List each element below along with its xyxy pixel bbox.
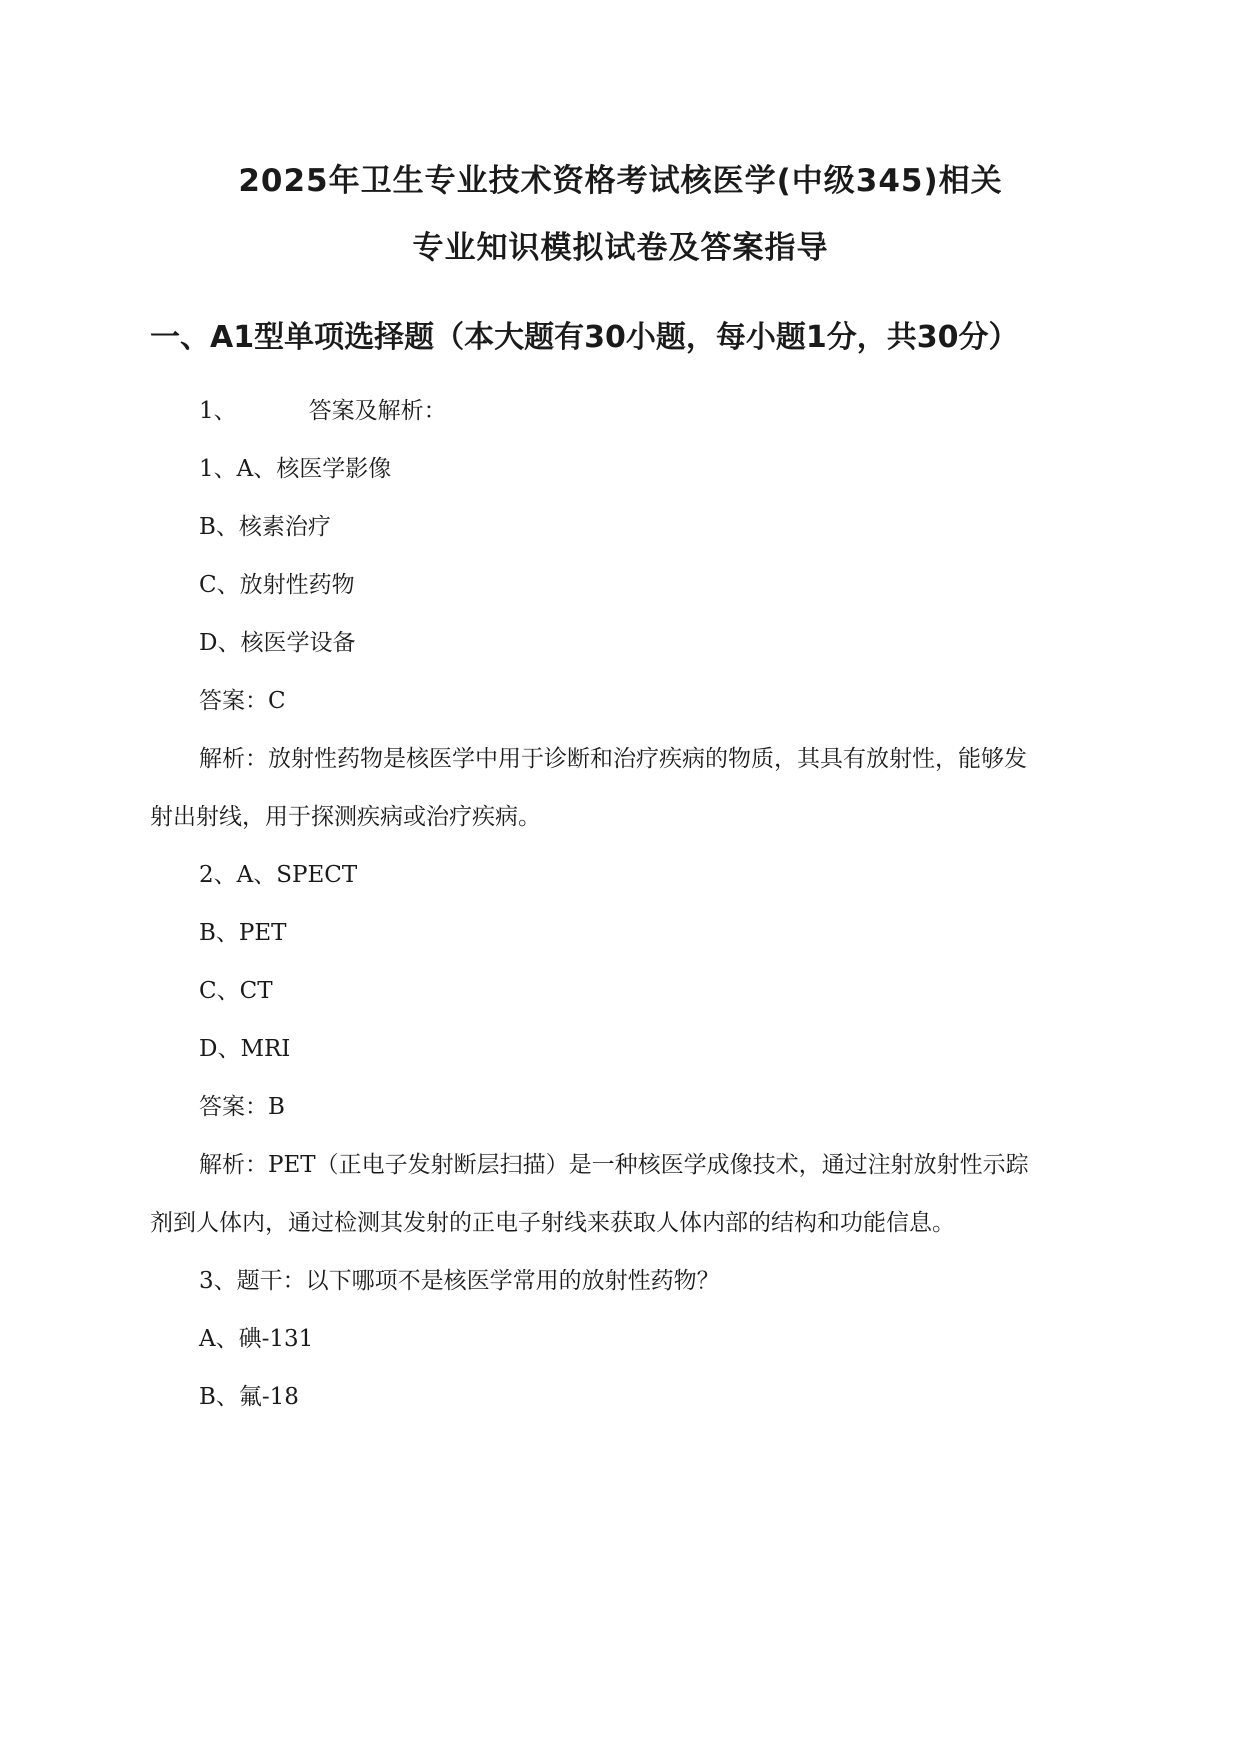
question-1-option-a: 1、A、核医学影像 bbox=[199, 456, 392, 482]
question-1-header bbox=[199, 392, 447, 425]
question-1-explanation-line-1: 解析：放射性药物是核医学中用于诊断和治疗疾病的物质，其具有放射性，能够发 bbox=[199, 746, 1027, 772]
section-heading: 一、A1型单项选择题（本大题有30小题，每小题1分，共30分） bbox=[150, 320, 1019, 355]
question-2-option-c: C、CT bbox=[199, 978, 273, 1004]
question-1-option-c: C、放射性药物 bbox=[199, 572, 355, 598]
question-2-option-d: D、MRI bbox=[199, 1036, 291, 1062]
question-1-answer: 答案：C bbox=[199, 688, 286, 714]
question-1-answer-header: 答案及解析： bbox=[308, 398, 447, 424]
question-2-option-b: B、PET bbox=[199, 920, 287, 946]
document-title-line-1: 2025年卫生专业技术资格考试核医学(中级345)相关 bbox=[238, 163, 1003, 199]
question-1-option-d: D、核医学设备 bbox=[199, 630, 356, 656]
question-2-option-a: 2、A、SPECT bbox=[199, 862, 358, 888]
question-1-number: 1、 bbox=[199, 398, 237, 424]
question-2-answer: 答案：B bbox=[199, 1094, 285, 1120]
document-title-line-2: 专业知识模拟试卷及答案指导 bbox=[412, 230, 829, 266]
question-3-option-b: B、氟-18 bbox=[199, 1384, 299, 1410]
question-3-option-a: A、碘-131 bbox=[199, 1326, 314, 1352]
question-2-explanation-line-1: 解析：PET（正电子发射断层扫描）是一种核医学成像技术，通过注射放射性示踪 bbox=[199, 1152, 1029, 1178]
question-2-explanation-line-2: 剂到人体内，通过检测其发射的正电子射线来获取人体内部的结构和功能信息。 bbox=[150, 1210, 955, 1236]
question-1-explanation-line-2: 射出射线，用于探测疾病或治疗疾病。 bbox=[150, 804, 541, 830]
question-3-stem: 3、题干：以下哪项不是核医学常用的放射性药物？ bbox=[199, 1268, 720, 1294]
question-1-option-b: B、核素治疗 bbox=[199, 514, 331, 540]
